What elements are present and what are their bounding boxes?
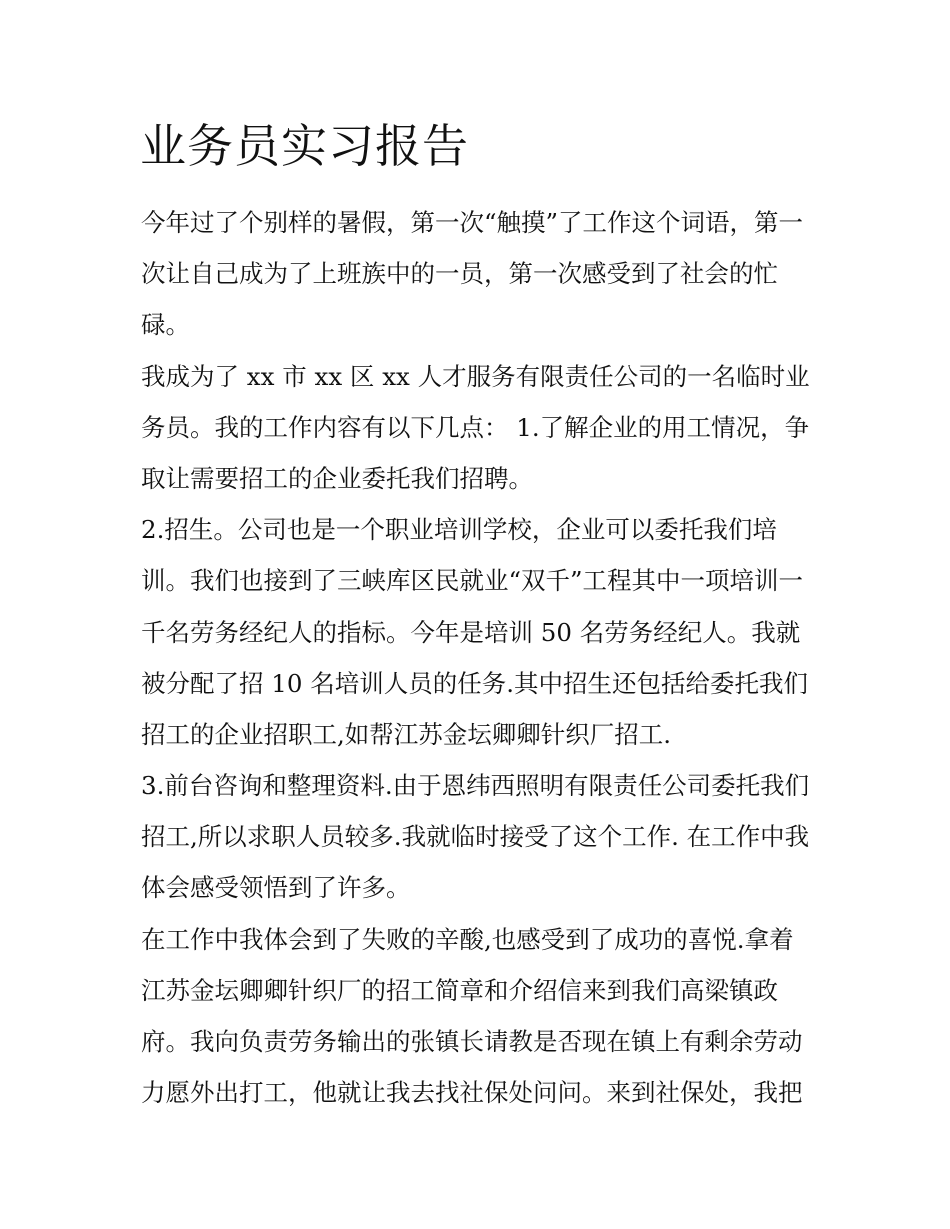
text-line: 2.招生。公司也是一个职业培训学校，企业可以委托我们培 — [141, 515, 777, 545]
text-line: 府。我向负责劳务输出的张镇长请教是否现在镇上有剩余劳动 — [141, 1027, 803, 1056]
document-body — [141, 197, 821, 1118]
text-line: 招工的企业招职工,如帮江苏金坛卿卿针织厂招工. — [141, 719, 672, 749]
text-line: 今年过了个别样的暑假，第一次“触摸”了工作这个词语，第一 — [141, 208, 804, 237]
text-line: 千名劳务经纪人的指标。今年是培训 50 名劳务经纪人。我就 — [141, 617, 801, 647]
text-line: 江苏金坛卿卿针织厂的招工简章和介绍信来到我们高梁镇政 — [141, 975, 778, 1005]
text-line: 体会感受领悟到了许多。 — [141, 873, 411, 903]
text-line: 碌。 — [141, 310, 190, 340]
text-line: 次让自己成为了上班族中的一员，第一次感受到了社会的忙 — [141, 259, 778, 289]
text-line: 务员。我的工作内容有以下几点： 1.了解企业的用工情况，争 — [141, 412, 810, 442]
document-title: 业务员实习报告 — [140, 119, 469, 173]
text-line: 我成为了 xx 市 xx 区 xx 人才服务有限责任公司的一名临时业 — [141, 361, 810, 391]
text-line: 3.前台咨询和整理资料.由于恩纬西照明有限责任公司委托我们 — [141, 771, 810, 801]
text-line: 被分配了招 10 名培训人员的任务.其中招生还包括给委托我们 — [141, 668, 809, 698]
text-line: 取让需要招工的企业委托我们招聘。 — [141, 463, 533, 493]
text-line: 在工作中我体会到了失败的辛酸,也感受到了成功的喜悦.拿着 — [141, 924, 794, 954]
text-line: 力愿外出打工，他就让我去找社保处问问。来到社保处，我把 — [141, 1078, 803, 1108]
text-line: 招工,所以求职人员较多.我就临时接受了这个工作. 在工作中我 — [141, 822, 810, 852]
text-line: 训。我们也接到了三峡库区民就业“双千”工程其中一项培训一 — [141, 566, 804, 596]
